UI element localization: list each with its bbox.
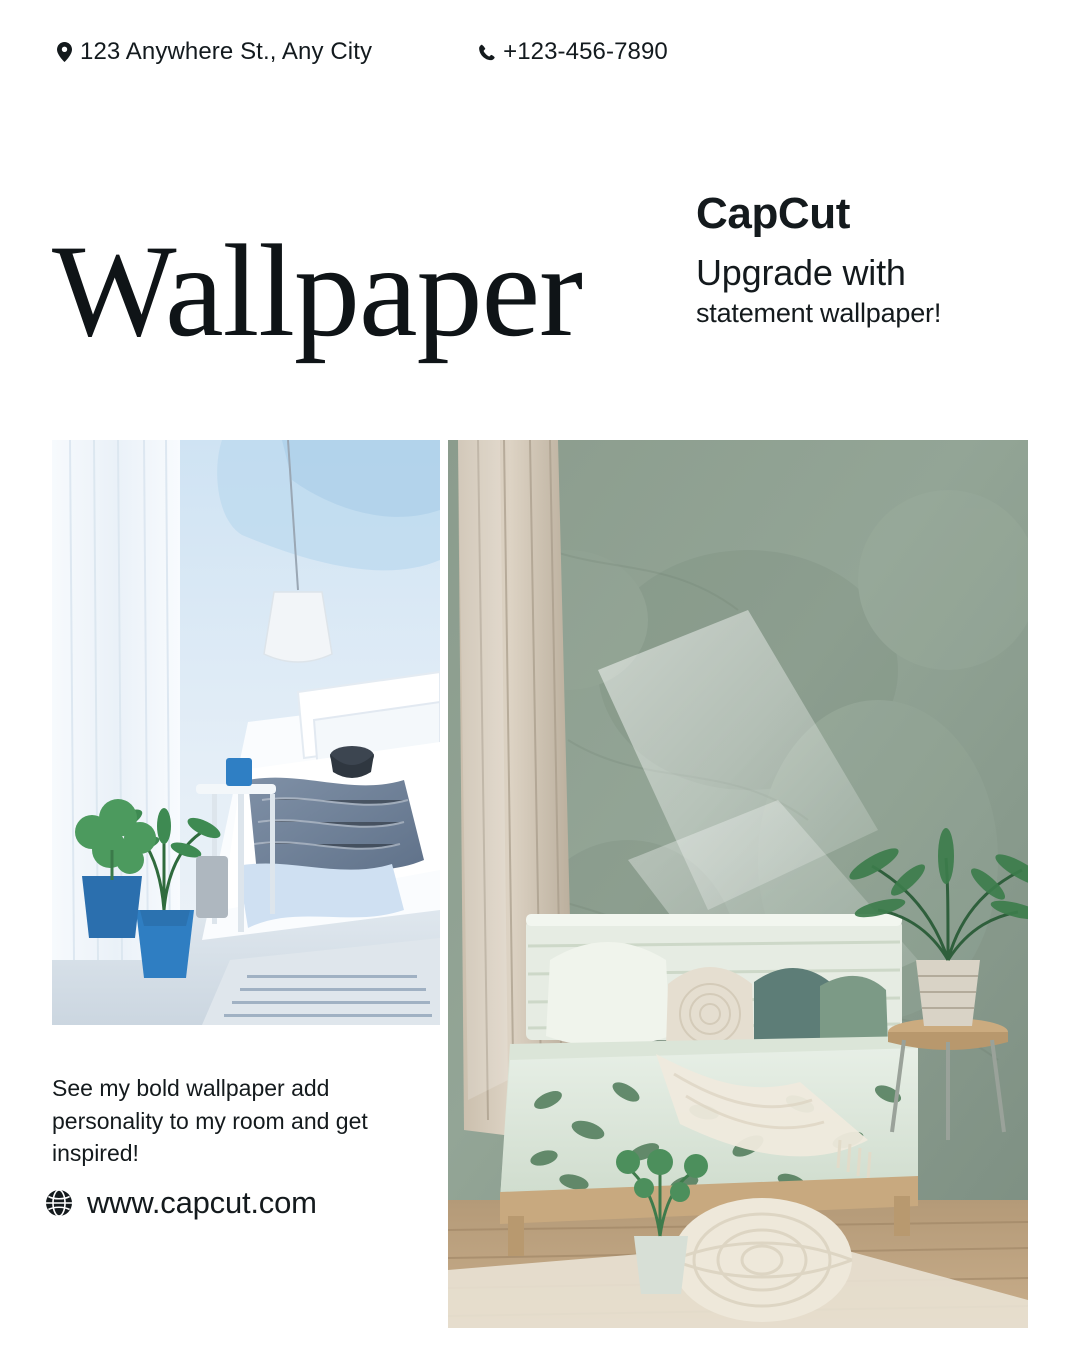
brand-name: CapCut	[696, 189, 851, 238]
contact-bar	[55, 38, 668, 66]
website-link[interactable]	[44, 1185, 317, 1221]
tagline-line1: Upgrade with	[696, 252, 906, 294]
phone-icon	[478, 40, 496, 64]
bedroom-blue-photo	[52, 440, 440, 1025]
brand-block	[696, 191, 1026, 329]
globe-icon	[44, 1188, 74, 1218]
headline-block	[0, 175, 1080, 395]
tagline-line2: statement wallpaper!	[696, 297, 942, 328]
website-text: www.capcut.com	[87, 1185, 317, 1220]
address-text: 123 Anywhere St., Any City	[80, 38, 373, 65]
caption-text: See my bold wallpaper add personality to my room and get inspired!	[52, 1075, 368, 1167]
phone-text: +123-456-7890	[503, 38, 668, 65]
page-title: Wallpaper	[52, 217, 583, 364]
phone-item	[478, 38, 668, 66]
location-pin-icon	[55, 40, 73, 64]
address-item	[55, 38, 372, 66]
bedroom-green-photo	[448, 440, 1028, 1328]
